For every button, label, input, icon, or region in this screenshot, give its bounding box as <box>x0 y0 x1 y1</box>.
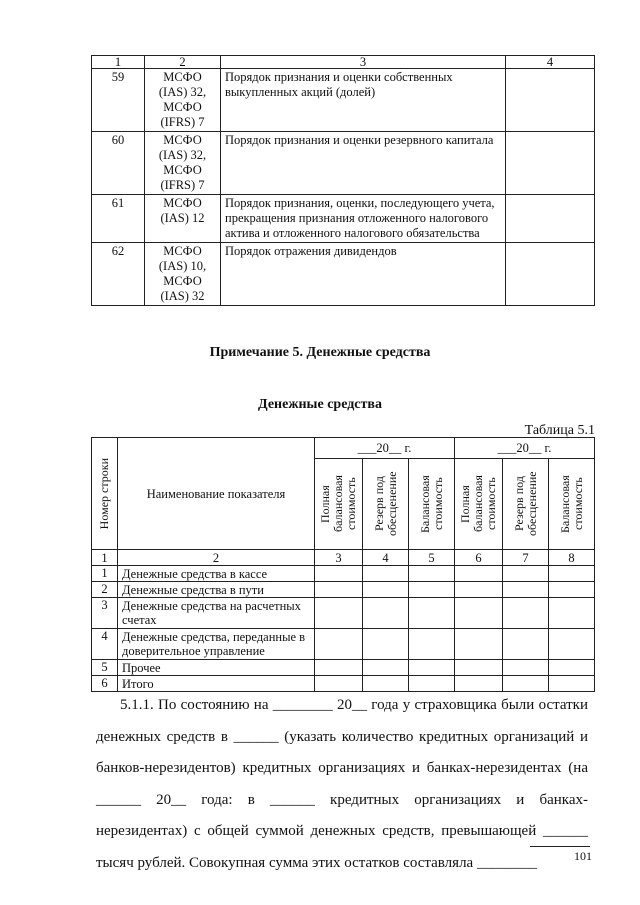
standard-line: МСФО <box>163 163 202 177</box>
value-cell <box>315 566 363 582</box>
standard-line: МСФО <box>163 100 202 114</box>
page-number: 101 <box>574 849 592 863</box>
table-label: Таблица 5.1 <box>524 423 595 438</box>
value-cell <box>363 598 409 629</box>
standards-table-header <box>92 56 595 69</box>
standard-line: (IAS) 32 <box>160 289 205 303</box>
col-number: 7 <box>503 550 549 566</box>
value-cell <box>503 566 549 582</box>
value-cell <box>549 629 595 660</box>
value-cell <box>549 598 595 629</box>
standard-ref <box>145 195 221 243</box>
indicator-header: Наименование показателя <box>118 438 315 550</box>
policy-description: Порядок признания и оценки резервного капитала <box>221 132 506 195</box>
indicator-name: Денежные средства в кассе <box>118 566 315 582</box>
col-number: 4 <box>363 550 409 566</box>
standard-ref <box>145 132 221 195</box>
standard-ref <box>145 69 221 132</box>
col-number: 5 <box>409 550 455 566</box>
row-number: 62 <box>92 243 145 306</box>
standard-line: МСФО <box>163 274 202 288</box>
value-cell <box>363 582 409 598</box>
row-number: 2 <box>92 582 118 598</box>
standard-ref <box>145 243 221 306</box>
value-cell <box>409 598 455 629</box>
value-cell <box>409 582 455 598</box>
value-cell <box>315 598 363 629</box>
value-cell <box>455 582 503 598</box>
row-number: 3 <box>92 598 118 629</box>
disclosure-cell <box>506 243 595 306</box>
col-header: 3 <box>221 56 506 69</box>
col-number: 8 <box>549 550 595 566</box>
cash-row <box>92 598 595 629</box>
standard-line: МСФО <box>163 70 202 84</box>
value-cell <box>363 566 409 582</box>
note-heading: Примечание 5. Денежные средства <box>209 345 431 360</box>
cash-table <box>91 437 595 692</box>
value-cell <box>409 566 455 582</box>
sub-header: Балансовая стоимость <box>409 459 455 550</box>
row-number: 59 <box>92 69 145 132</box>
paragraph: 5.1.1. По состоянию на ________ 20__ года у страховщика были остатки денежных средств в ______ (указать количество кредитных организаций и банков-нерезидентов) кредитных организациях и банках-нерезидентах (на ______ 20__ года: в ______ кредитных организациях и банках-нерезидентах) с общей суммой денежных средств, превышающей ______ тысяч рублей. Совокупная сумма этих остатков составляла ________ <box>96 697 588 871</box>
standard-line: (IFRS) 7 <box>160 115 205 129</box>
standards-table-body <box>92 69 595 306</box>
col-number: 3 <box>315 550 363 566</box>
value-cell <box>503 582 549 598</box>
table-heading: Денежные средства <box>258 397 382 412</box>
sub-header: Резерв под обесценение <box>363 459 409 550</box>
cash-row <box>92 566 595 582</box>
disclosure-cell <box>506 195 595 243</box>
policy-description: Порядок признания, оценки, последующего учета, прекращения признания отложенного налогового актива и отложенного налогового обязательства <box>221 195 506 243</box>
value-cell <box>455 660 503 676</box>
col-header: 1 <box>92 56 145 69</box>
standard-line: МСФО <box>163 133 202 147</box>
col-number: 1 <box>92 550 118 566</box>
standard-line: (IAS) 10, <box>158 259 207 273</box>
standard-line: (IAS) 12 <box>160 211 205 225</box>
indicator-name: Денежные средства в пути <box>118 582 315 598</box>
disclosure-cell <box>506 69 595 132</box>
year-header: ___20__ г. <box>315 438 455 459</box>
value-cell <box>549 660 595 676</box>
standard-line: (IAS) 32, <box>158 85 207 99</box>
col-header: 4 <box>506 56 595 69</box>
sub-header: Балансовая стоимость <box>549 459 595 550</box>
value-cell <box>409 660 455 676</box>
indicator-name: Итого <box>118 676 315 692</box>
value-cell <box>503 660 549 676</box>
value-cell <box>315 582 363 598</box>
value-cell <box>455 598 503 629</box>
value-cell <box>363 629 409 660</box>
year-header: ___20__ г. <box>455 438 595 459</box>
standard-line: (IAS) 32, <box>158 148 207 162</box>
value-cell <box>549 582 595 598</box>
cash-row <box>92 660 595 676</box>
indicator-name: Денежные средства на расчетных счетах <box>118 598 315 629</box>
cash-row <box>92 582 595 598</box>
standards-row <box>92 132 595 195</box>
policy-description: Порядок отражения дивидендов <box>221 243 506 306</box>
value-cell <box>363 660 409 676</box>
value-cell <box>315 629 363 660</box>
standard-line: МСФО <box>163 244 202 258</box>
sub-header: Полная балансовая стоимость <box>315 459 363 550</box>
value-cell <box>315 660 363 676</box>
cash-table-body <box>92 566 595 692</box>
indicator-name: Денежные средства, переданные в доверительное управление <box>118 629 315 660</box>
disclosure-cell <box>506 132 595 195</box>
value-cell <box>549 566 595 582</box>
standards-row <box>92 195 595 243</box>
value-cell <box>455 629 503 660</box>
value-cell <box>409 629 455 660</box>
standard-line: МСФО <box>163 196 202 210</box>
row-number: 60 <box>92 132 145 195</box>
sub-header: Резерв под обесценение <box>503 459 549 550</box>
standards-row <box>92 69 595 132</box>
sub-header: Полная балансовая стоимость <box>455 459 503 550</box>
policy-description: Порядок признания и оценки собственных выкупленных акций (долей) <box>221 69 506 132</box>
page-rule <box>530 846 590 847</box>
standards-row <box>92 243 595 306</box>
row-number-header: Номер строки <box>92 438 118 550</box>
row-number: 5 <box>92 660 118 676</box>
row-number: 1 <box>92 566 118 582</box>
row-number: 4 <box>92 629 118 660</box>
standards-table <box>91 55 595 306</box>
standard-line: (IFRS) 7 <box>160 178 205 192</box>
value-cell <box>455 566 503 582</box>
row-number: 6 <box>92 676 118 692</box>
cash-row <box>92 629 595 660</box>
col-number: 2 <box>118 550 315 566</box>
value-cell <box>503 629 549 660</box>
indicator-name: Прочее <box>118 660 315 676</box>
row-number: 61 <box>92 195 145 243</box>
col-header: 2 <box>145 56 221 69</box>
col-number: 6 <box>455 550 503 566</box>
value-cell <box>503 598 549 629</box>
